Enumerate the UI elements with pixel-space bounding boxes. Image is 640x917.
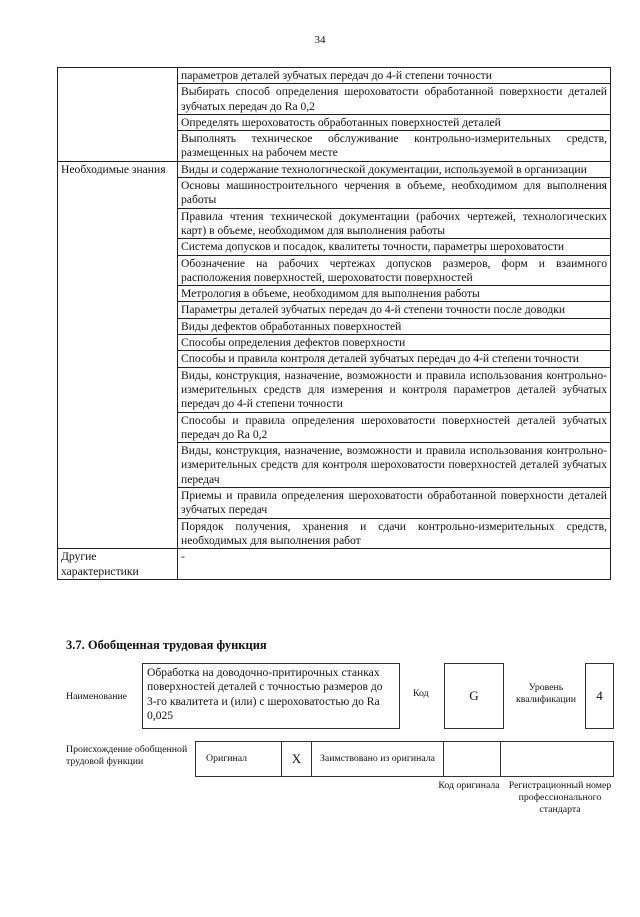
row-item: - [178, 549, 611, 580]
row-label [58, 68, 178, 162]
row-item: Виды дефектов обработанных поверхностей [178, 318, 611, 334]
row-item: параметров деталей зубчатых передач до 4-й степени точности [178, 68, 611, 84]
row-item: Метрология в объеме, необходимом для выполнения работы [178, 286, 611, 302]
level-label: Уровень квалификации [515, 682, 577, 705]
row-item: Выполнять техническое обслуживание контрольно-измерительных средств, размещенных на рабочем месте [178, 131, 611, 162]
code-label: Код [413, 688, 429, 699]
code-original-caption: Код оригинала [438, 780, 500, 791]
reg-number-cell [501, 742, 614, 777]
page-number: 34 [314, 34, 326, 46]
row-item: Правила чтения технической документации (рабочих чертежей, технологических карт) в объеме, необходимом для выполнения работы [178, 208, 611, 239]
level-field: 4 [585, 663, 614, 729]
row-label: Необходимые знания [58, 161, 178, 548]
origin-table [195, 741, 614, 777]
table-row [58, 549, 611, 580]
borrowed-label: Заимствовано из оригинала [312, 742, 444, 777]
row-item: Определять шероховатость обработанных поверхностей деталей [178, 114, 611, 130]
row-item: Основы машиностроительного черчения в объеме, необходимом для выполнения работы [178, 178, 611, 209]
row-item: Выбирать способ определения шероховатости обработанной поверхности деталей зубчатых передач до Ra 0,2 [178, 84, 611, 115]
reg-number-caption: Регистрационный номер профессионального стандарта [508, 780, 612, 815]
original-mark: X [282, 742, 312, 777]
knowledge-table [57, 67, 611, 580]
row-item: Порядок получения, хранения и сдачи контрольно-измерительных средств, необходимых для выполнения работ [178, 518, 611, 549]
original-code-cell [444, 742, 501, 777]
name-label: Наименование [66, 691, 128, 702]
row-item: Виды и содержание технологической документации, используемой в организации [178, 161, 611, 177]
row-item: Способы определения дефектов поверхности [178, 335, 611, 351]
row-item: Система допусков и посадок, квалитеты точности, параметры шероховатости [178, 239, 611, 255]
row-item: Виды, конструкция, назначение, возможности и правила использования контрольно-измерительных средств для контроля шероховатости поверхностей деталей зубчатых передач [178, 443, 611, 488]
section-title: 3.7. Обобщенная трудовая функция [66, 638, 267, 652]
row-item: Способы и правила контроля деталей зубчатых передач до 4-й степени точности [178, 351, 611, 367]
row-item: Виды, конструкция, назначение, возможности и правила использования контрольно-измерительных средств для измерения и контроля параметров деталей зубчатых передач до 4-й степени точности [178, 367, 611, 412]
row-item: Обозначение на рабочих чертежах допусков размеров, форм и взаимного расположения поверхностей, шероховатости поверхностей [178, 255, 611, 286]
row-item: Приемы и правила определения шероховатости обработанной поверхности деталей зубчатых передач [178, 488, 611, 519]
row-item: Параметры деталей зубчатых передач до 4-й степени точности после доводки [178, 302, 611, 318]
table-row [58, 161, 611, 177]
row-label: Другие характеристики [58, 549, 178, 580]
original-label: Оригинал [196, 742, 282, 777]
table-row [58, 68, 611, 84]
row-item: Способы и правила определения шероховатости поверхностей деталей зубчатых передач до Ra 0,2 [178, 412, 611, 443]
code-field: G [444, 663, 504, 729]
function-name-field: Обработка на доводочно-притирочных станках поверхностей деталей с точностью размеров до 3-го квалитета и (или) с шероховатостью до Ra 0,025 [142, 663, 400, 729]
origin-label: Происхождение обобщенной трудовой функции [66, 744, 188, 767]
